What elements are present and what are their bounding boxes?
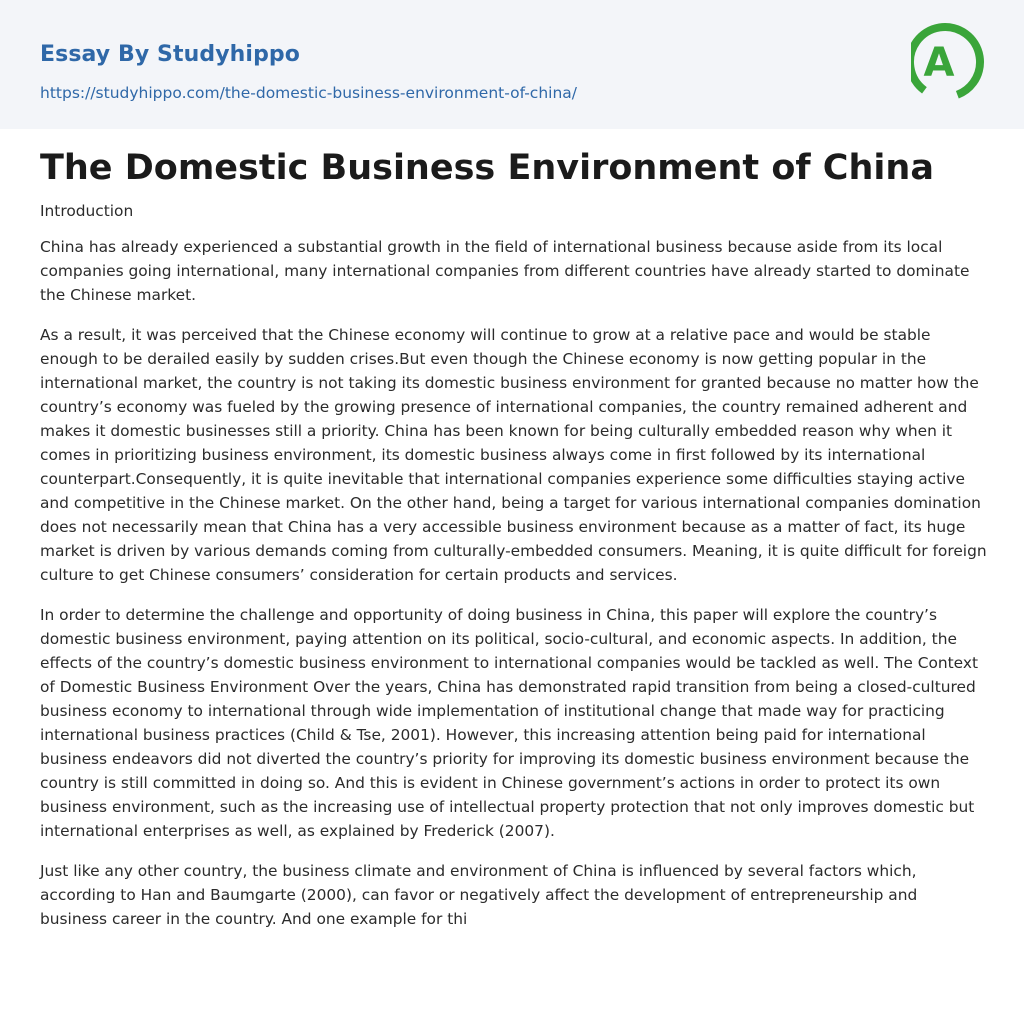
section-heading-introduction: Introduction [40,202,134,220]
essay-paragraph: China has already experienced a substantial growth in the field of international business because aside from its local companies going international, many international companies from different countries have already started to dominate the Chinese market. [40,238,970,304]
site-header [0,0,1024,129]
site-brand[interactable]: Essay By Studyhippo [40,42,300,67]
essay-paragraph: In order to determine the challenge and opportunity of doing business in China, this paper will explore the country’s domestic business environment, paying attention on its political, socio-cultural, and economic aspects. In addition, the effects of the country’s domestic business environment to international companies would be tackled as well. The Context of Domestic Business Environment Over the years, China has demonstrated rapid transition from being a closed-cultured business economy to international through wide implementation of institutional change that made way for practicing international business practices (Child & Tse, 2001). However, this increasing attention being paid for international business endeavors did not diverted the country’s priority for improving its domestic business environment because the country is still committed in doing so. And this is evident in Chinese government’s actions in order to protect its own business environment, such as the increasing use of intellectual property protection that not only improves domestic but international enterprises as well, as explained by Frederick (2007). [40,606,978,840]
studyhippo-logo-icon[interactable] [911,18,987,106]
essay-body [40,199,988,947]
logo-letter: A [923,40,955,86]
essay-title: The Domestic Business Environment of China [40,148,934,188]
essay-url-link[interactable]: https://studyhippo.com/the-domestic-business-environment-of-china/ [40,84,578,102]
essay-paragraph: Just like any other country, the business climate and environment of China is influenced by several factors which, according to Han and Baumgarte (2000), can favor or negatively affect the development of entrepreneurship and business career in the country. And one example for thi [40,862,918,928]
essay-paragraph: As a result, it was perceived that the Chinese economy will continue to grow at a relative pace and would be stable enough to be derailed easily by sudden crises.But even though the Chinese economy is now getting popular in the international market, the country is not taking its domestic business environment for granted because no matter how the country’s economy was fueled by the growing presence of international companies, the country remained adherent and makes it domestic businesses still a priority. China has been known for being culturally embedded reason why when it comes in prioritizing business environment, its domestic business always come in first followed by its international counterpart.Consequently, it is quite inevitable that international companies experience some difficulties staying active and competitive in the Chinese market. On the other hand, being a target for various international companies domination does not necessarily mean that China has a very accessible business environment because as a matter of fact, its huge market is driven by various demands coming from culturally-embedded consumers. Meaning, it is quite difficult for foreign culture to get Chinese consumers’ consideration for certain products and services. [40,326,987,584]
